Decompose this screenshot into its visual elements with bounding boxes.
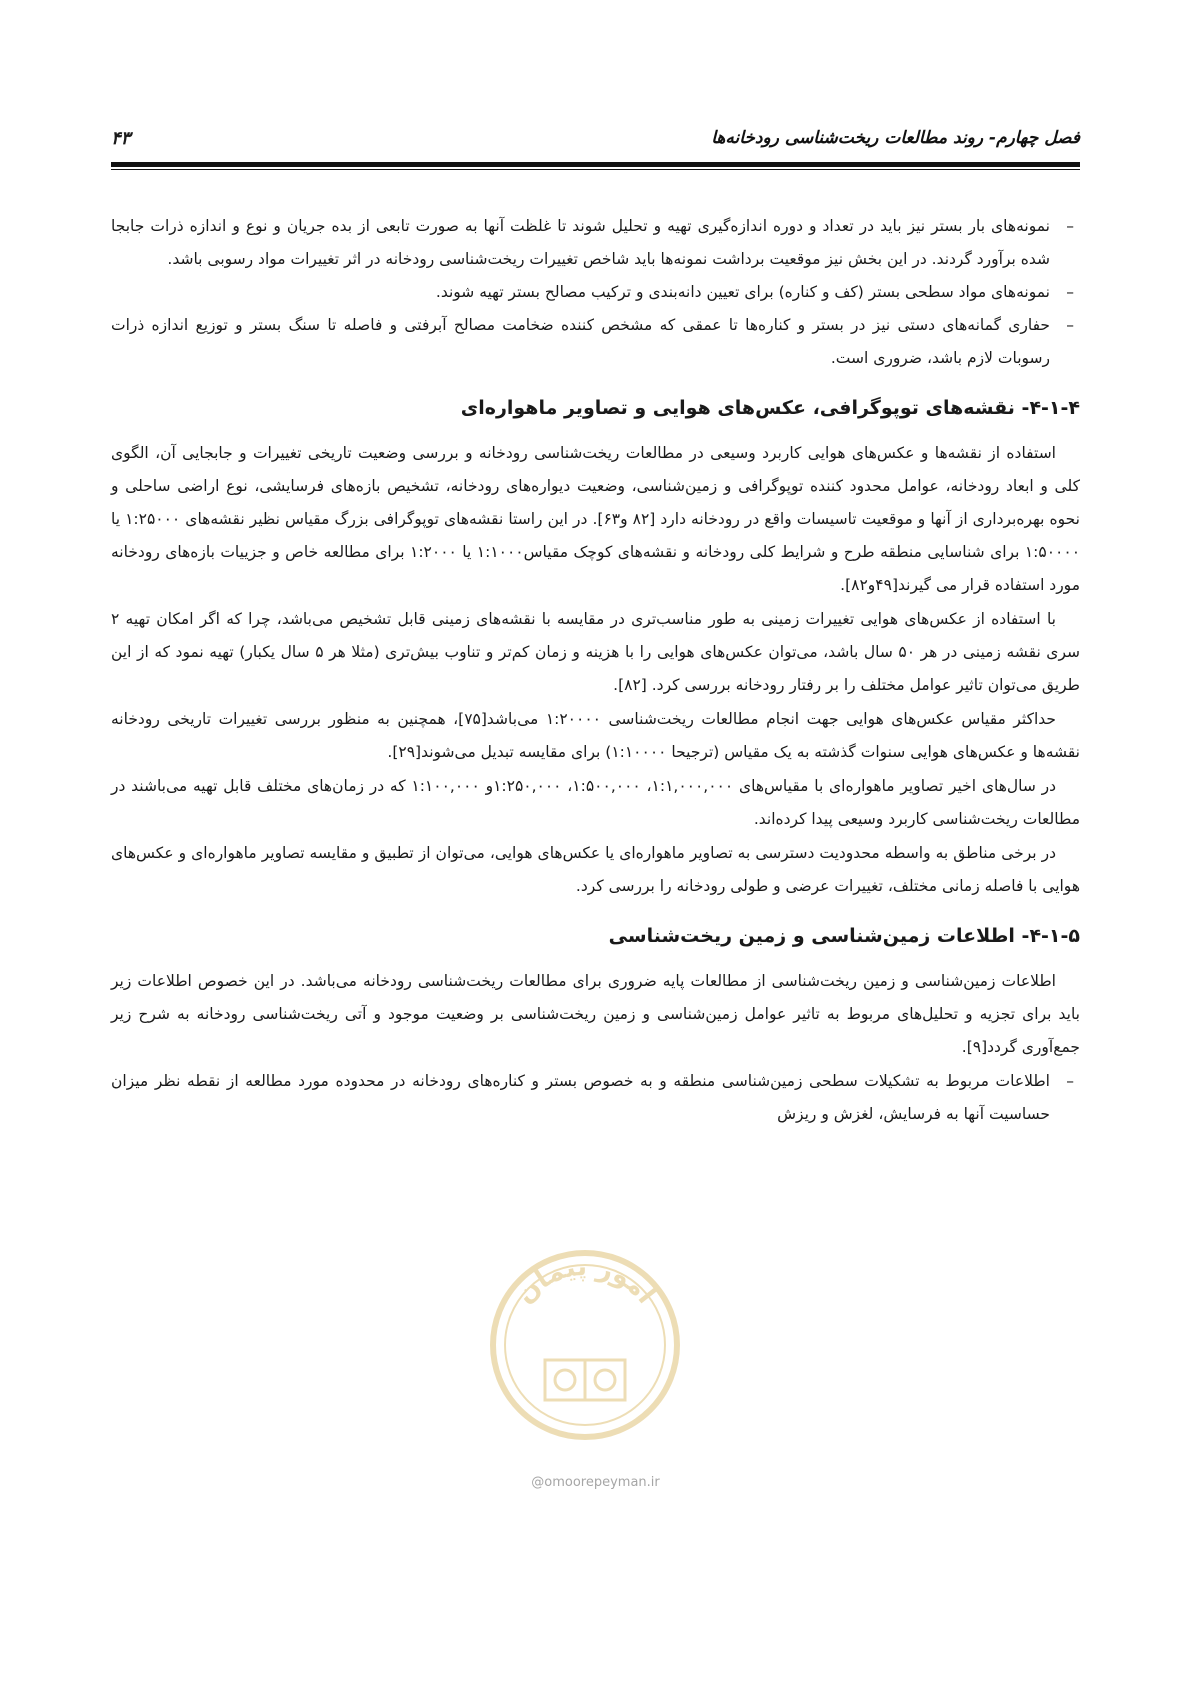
paragraph: در برخی مناطق به واسطه محدودیت دسترسی به تصاویر ماهواره‌ای یا عکس‌های هوایی، می‌توان از تطبیق و مقایسه تصاویر ماهواره‌ای و عکس‌های هوایی با فاصله زمانی مختلف، تغییرات عرضی و طولی رودخانه را بررسی کرد. xyxy=(111,844,1080,895)
paragraph: استفاده از نقشه‌ها و عکس‌های هوایی کاربرد وسیعی در مطالعات ریخت‌شناسی رودخانه و بررسی وضعیت تاریخی تغییرات و جابجایی آن، الگوی کلی و ابعاد رودخانه، عوامل محدود کننده توپوگرافی و زمین‌شناسی، وضعیت دیواره‌های رودخانه، تشخیص بازه‌های فرسایشی، نوع اراضی ساحلی و نحوه بهره‌برداری از آنها و موقعیت تاسیسات واقع در رودخانه دارد [۸۲ و۶۳]. در این راستا نقشه‌های توپوگرافی بزرگ مقیاس نظیر نقشه‌های ۱:۲۵۰۰۰ یا ۱:۵۰۰۰۰ برای شناسایی منطقه طرح و شرایط کلی رودخانه و نقشه‌های کوچک مقیاس۱:۱۰۰۰ یا ۱:۲۰۰۰ برای مطالعه خاص و جزییات بازه‌های رودخانه مورد استفاده قرار می گیرند[۴۹و۸۲]. xyxy=(111,444,1081,594)
paragraph: حداکثر مقیاس عکس‌های هوایی جهت انجام مطالعات ریخت‌شناسی ۱:۲۰۰۰۰ می‌باشد[۷۵]، همچنین به منظور بررسی تغییرات تاریخی رودخانه نقشه‌ها و عکس‌های هوایی سنوات گذشته به یک مقیاس (ترجیحا ۱:۱۰۰۰۰) برای مقایسه تبدیل می‌شوند[۲۹]. xyxy=(111,710,1080,761)
list-item-text: حفاری گمانه‌های دستی نیز در بستر و کناره‌ها تا عمقی که مشخص کننده ضخامت مصالح آبرفتی و فاصله تا سنگ بستر و توزیع اندازه ذرات رسوبات لازم باشد، ضروری است. xyxy=(111,316,1050,367)
list-item-text: اطلاعات مربوط به تشکیلات سطحی زمین‌شناسی منطقه و به خصوص بستر و کناره‌های رودخانه در محدوده مورد مطالعه از نقطه نظر میزان حساسیت آنها به فرسایش، لغزش و ریزش xyxy=(111,1072,1050,1123)
page-header xyxy=(111,128,1080,158)
paragraph: با استفاده از عکس‌های هوایی تغییرات زمینی به طور مناسب‌تری در مقایسه با نقشه‌های زمینی قابل تشخیص می‌باشد، چرا که اگر امکان تهیه ۲ سری نقشه زمینی در هر ۵۰ سال باشد، می‌توان عکس‌های هوایی را با هزینه و زمان کم‌تر و تناوب بیش‌تری (مثلا هر ۵ سال یکبار) تهیه نمود که از این طریق می‌توان تاثیر عوامل مختلف را بر رفتار رودخانه بررسی کرد. [۸۲]. xyxy=(111,610,1080,694)
sampling-bullet-list xyxy=(111,210,1080,375)
watermark-url: @omoorepeyman.ir xyxy=(531,1475,660,1490)
header-rule-thick xyxy=(111,162,1080,167)
section-heading-maps: ۴-۱-۴- نقشه‌های توپوگرافی، عکس‌های هوایی و تصاویر ماهواره‌ای xyxy=(460,397,1080,419)
header-rule-thin xyxy=(111,169,1080,170)
paragraph: در سال‌های اخیر تصاویر ماهواره‌ای با مقیاس‌های ۱:۱,۰۰۰,۰۰۰، ۱:۵۰۰,۰۰۰، ۱:۲۵۰,۰۰۰و ۱:۱۰۰,۰۰۰ که در زمان‌های مختلف قابل تهیه می‌باشند در مطالعات ریخت‌شناسی کاربرد وسیعی پیدا کرده‌اند. xyxy=(111,777,1080,828)
svg-text:امور پیمان xyxy=(510,1252,661,1310)
list-item-text: نمونه‌های بار بستر نیز باید در تعداد و دوره اندازه‌گیری تهیه و تحلیل شوند تا غلظت آنها به صورت تابعی از بده جریان و نوع و اندازه ذرات جابجا شده برآورد گردند. در این بخش نیز موقعیت برداشت نمونه‌ها باید شاخص تغییرات ریخت‌شناسی رودخانه در اثر تغییرات مواد رسوبی باشد. xyxy=(111,217,1050,268)
chapter-title: فصل چهارم- روند مطالعات ریخت‌شناسی رودخانه‌ها xyxy=(711,128,1080,148)
list-item xyxy=(111,210,1080,276)
list-marker: – xyxy=(1066,217,1074,235)
list-item xyxy=(111,276,1080,309)
list-item-text: نمونه‌های مواد سطحی بستر (کف و کناره) برای تعیین دانه‌بندی و ترکیب مصالح بستر تهیه شوند. xyxy=(435,283,1050,301)
list-marker: – xyxy=(1066,283,1074,301)
list-marker: – xyxy=(1066,1072,1074,1090)
watermark-logo-text: امور پیمان xyxy=(510,1251,661,1310)
geology-bullet-list xyxy=(111,1065,1080,1131)
watermark-seal-logo xyxy=(485,1240,685,1450)
at-icon: @ xyxy=(531,1475,545,1490)
section-heading-geology: ۴-۱-۵- اطلاعات زمین‌شناسی و زمین ریخت‌شناسی xyxy=(608,925,1080,947)
page-body xyxy=(111,210,1080,1131)
list-item xyxy=(111,309,1080,375)
page-number: ۴۳ xyxy=(111,128,131,149)
list-item xyxy=(111,1065,1080,1131)
paragraph: اطلاعات زمین‌شناسی و زمین ریخت‌شناسی از مطالعات پایه ضروری برای مطالعات ریخت‌شناسی رودخانه می‌باشد. در این خصوص اطلاعات زیر باید برای تجزیه و تحلیل‌های مربوط به تاثیر عوامل زمین‌شناسی و زمین ریخت‌شناسی بر وضعیت موجود و آتی ریخت‌شناسی رودخانه به شرح زیر جمع‌آوری گردد[۹]. xyxy=(111,972,1080,1056)
list-marker: – xyxy=(1066,316,1074,334)
